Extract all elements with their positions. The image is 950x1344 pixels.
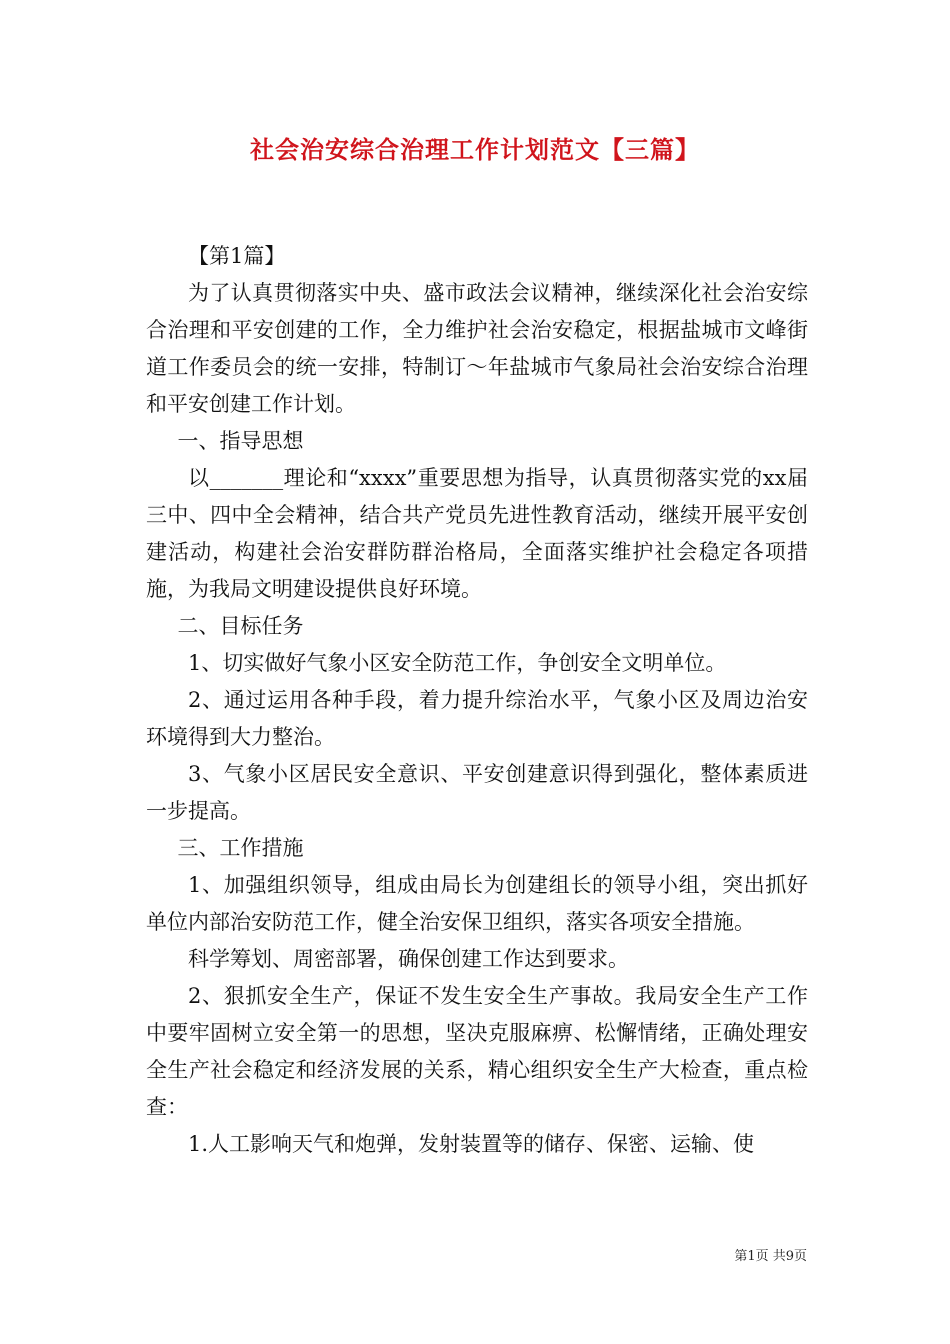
paragraph: 2、通过运用各种手段，着力提升综治水平，气象小区及周边治安环境得到大力整治。 bbox=[146, 688, 808, 749]
paragraph: 1.人工影响天气和炮弹，发射装置等的储存、保密、运输、使 bbox=[188, 1132, 755, 1156]
section-heading: 二、目标任务 bbox=[177, 614, 304, 638]
page-number: 第1页 共9页 bbox=[734, 1249, 807, 1264]
section-label: 【第1篇】 bbox=[188, 244, 286, 268]
paragraph: 2、狠抓安全生产，保证不发生安全生产事故。我局安全生产工作中要牢固树立安全第一的思想，坚决克服麻痹、松懈情绪，正确处理安全生产社会稳定和经济发展的关系，精心组织安全生产大检查，重点检查： bbox=[146, 984, 808, 1119]
paragraph: 科学筹划、周密部署，确保创建工作达到要求。 bbox=[188, 947, 629, 971]
document-body bbox=[146, 238, 808, 1163]
paragraph: 3、气象小区居民安全意识、平安创建意识得到强化，整体素质进一步提高。 bbox=[146, 762, 808, 823]
paragraph: 为了认真贯彻落实中央、盛市政法会议精神，继续深化社会治安综合治理和平安创建的工作，全力维护社会治安稳定，根据盐城市文峰街道工作委员会的统一安排，特制订～年盐城市气象局社会治安综合治理和平安创建工作计划。 bbox=[146, 281, 808, 416]
section-heading: 三、工作措施 bbox=[177, 836, 304, 860]
section-heading: 一、指导思想 bbox=[177, 429, 304, 453]
paragraph: 1、加强组织领导，组成由局长为创建组长的领导小组，突出抓好单位内部治安防范工作，健全治安保卫组织，落实各项安全措施。 bbox=[146, 873, 808, 934]
paragraph: 以_______理论和“xxxx”重要思想为指导，认真贯彻落实党的xx届三中、四中全会精神，结合共产党员先进性教育活动，继续开展平安创建活动，构建社会治安群防群治格局，全面落实维护社会稳定各项措施，为我局文明建设提供良好环境。 bbox=[146, 466, 808, 601]
document-title: 社会治安综合治理工作计划范文【三篇】 bbox=[250, 135, 700, 164]
paragraph: 1、切实做好气象小区安全防范工作，争创安全文明单位。 bbox=[188, 651, 727, 675]
